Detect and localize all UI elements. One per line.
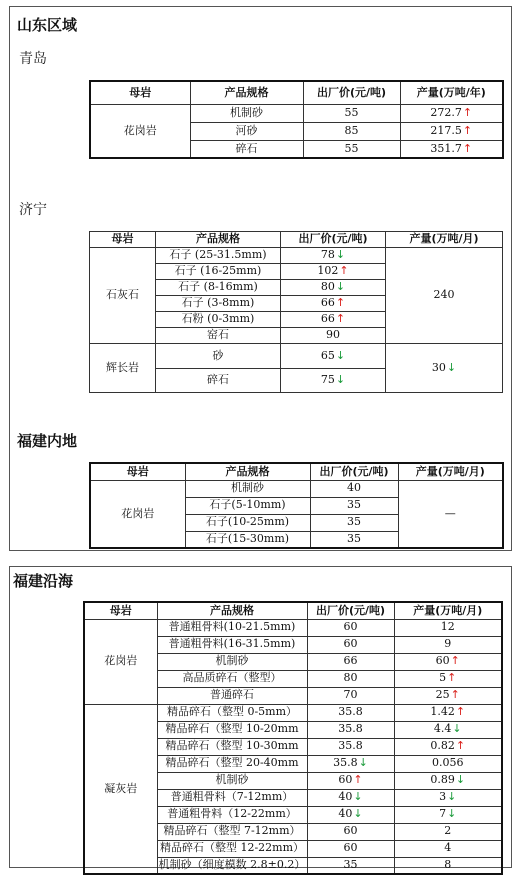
output-cell — [386, 248, 503, 344]
spec-cell: 河砂 — [190, 122, 303, 140]
value-cell — [307, 823, 394, 840]
value-cell — [394, 670, 502, 687]
spec-cell: 石子(15-30mm) — [185, 531, 310, 548]
value-cell — [394, 721, 502, 738]
rock-cell: 花岗岩 — [90, 104, 190, 158]
value-text: 66 — [320, 312, 335, 326]
arrow-up-icon: ↑ — [339, 264, 349, 278]
value-cell — [394, 840, 502, 857]
value-cell — [307, 653, 394, 670]
header-output: 产量(万吨/年) — [400, 81, 503, 104]
spec-cell: 石粉 (0-3mm) — [156, 312, 281, 328]
value-text: 0.89 — [430, 773, 455, 787]
arrow-down-icon: ↓ — [455, 773, 466, 787]
value-cell — [394, 704, 502, 721]
arrow-up-icon: ↑ — [455, 705, 466, 719]
arrow-down-icon: ↓ — [353, 807, 363, 821]
header-price: 出厂价(元/吨) — [303, 81, 400, 104]
spec-cell: 精品碎石（整型 20-40mm — [157, 755, 307, 772]
arrow-down-icon: ↓ — [358, 756, 368, 770]
value-text: 90 — [326, 328, 340, 342]
header-rock: 母岩 — [90, 232, 156, 248]
value-cell — [394, 636, 502, 653]
value-text: 217.5 — [430, 123, 462, 137]
value-cell — [394, 687, 502, 704]
city-title-jining: 济宁 — [19, 202, 47, 218]
value-text: 102 — [317, 264, 339, 278]
arrow-down-icon: ↓ — [335, 373, 346, 387]
arrow-down-icon: ↓ — [447, 807, 457, 821]
value-cell — [307, 755, 394, 772]
header-output: 产量(万吨/月) — [398, 463, 503, 480]
value-text: 7 — [439, 807, 447, 821]
spec-cell: 窑石 — [156, 328, 281, 344]
value-cell — [307, 857, 394, 874]
spec-cell: 精品碎石（整型 10-30mm — [157, 738, 307, 755]
table-row — [84, 619, 502, 636]
panel-fujian-coast — [9, 566, 512, 872]
spec-cell: 石子 (8-16mm) — [156, 280, 281, 296]
table-row — [90, 104, 503, 122]
value-text: 78 — [320, 248, 335, 262]
header-spec: 产品规格 — [156, 232, 281, 248]
value-cell — [281, 328, 386, 344]
arrow-down-icon: ↓ — [335, 280, 346, 294]
spec-cell: 机制砂 — [190, 104, 303, 122]
value-text: 8 — [444, 858, 452, 872]
value-cell — [281, 344, 386, 369]
arrow-up-icon: ↑ — [353, 773, 363, 787]
value-text: 4.4 — [433, 722, 452, 736]
header-spec: 产品规格 — [190, 81, 303, 104]
price-cell: 35 — [310, 497, 398, 514]
table-fujian-coast — [83, 601, 503, 875]
arrow-up-icon: ↑ — [462, 141, 473, 155]
spec-cell: 普通粗骨料（12-22mm） — [157, 806, 307, 823]
table-header-row — [90, 232, 503, 248]
value-cell — [307, 619, 394, 636]
value-text: 65 — [320, 348, 335, 362]
spec-cell: 精品碎石（整型 0-5mm） — [157, 704, 307, 721]
arrow-down-icon: ↓ — [452, 722, 462, 736]
output-cell: — — [398, 480, 503, 548]
header-rock: 母岩 — [90, 81, 190, 104]
region-title-shandong: 山东区域 — [17, 16, 78, 34]
value-text: 66 — [343, 654, 358, 668]
value-text: 60 — [343, 841, 358, 855]
value-text: 5 — [439, 671, 447, 685]
rock-cell: 花岗岩 — [84, 619, 157, 704]
arrow-down-icon: ↓ — [446, 360, 457, 374]
value-cell — [281, 264, 386, 280]
arrow-down-icon: ↓ — [447, 790, 457, 804]
spec-cell: 机制砂（细度模数 2.8±0.2） — [157, 857, 307, 874]
header-price: 出厂价(元/吨) — [307, 602, 394, 619]
value-text: 272.7 — [430, 105, 462, 119]
value-cell — [394, 653, 502, 670]
spec-cell: 石子 (25-31.5mm) — [156, 248, 281, 264]
price-cell: 55 — [303, 104, 400, 122]
arrow-up-icon: ↑ — [462, 105, 473, 119]
spec-cell: 石子(10-25mm) — [185, 514, 310, 531]
value-cell — [307, 840, 394, 857]
table-header-row — [90, 81, 503, 104]
region-title-fujian-coast: 福建沿海 — [13, 572, 74, 590]
value-text: 60 — [343, 824, 358, 838]
rock-cell: 石灰石 — [90, 248, 156, 344]
value-text: 30 — [431, 360, 446, 374]
spec-cell: 碎石 — [156, 369, 281, 393]
spec-cell: 普通粗骨料(10-21.5mm) — [157, 619, 307, 636]
value-cell — [307, 670, 394, 687]
value-text: 35.8 — [338, 739, 363, 753]
value-text: 0.056 — [432, 756, 464, 770]
value-cell — [394, 738, 502, 755]
value-text: 35.8 — [333, 756, 358, 770]
spec-cell: 普通粗骨料(16-31.5mm) — [157, 636, 307, 653]
value-cell — [394, 823, 502, 840]
value-text: 12 — [440, 620, 455, 634]
spec-cell: 机制砂 — [185, 480, 310, 497]
value-cell — [307, 721, 394, 738]
price-cell: 35 — [310, 514, 398, 531]
table-jining — [89, 231, 503, 393]
arrow-down-icon: ↓ — [335, 348, 346, 362]
value-text: 35.8 — [338, 722, 363, 736]
value-text: 35 — [343, 858, 358, 872]
value-cell — [400, 140, 503, 158]
value-cell — [400, 122, 503, 140]
city-title-qingdao: 青岛 — [19, 51, 47, 67]
arrow-down-icon: ↓ — [335, 248, 346, 262]
value-text: 35.8 — [338, 705, 363, 719]
spec-cell: 普通粗骨料（7-12mm） — [157, 789, 307, 806]
value-text: 1.42 — [430, 705, 455, 719]
spec-cell: 精品碎石（整型 7-12mm） — [157, 823, 307, 840]
value-text: 75 — [320, 373, 335, 387]
value-cell — [307, 636, 394, 653]
arrow-up-icon: ↑ — [447, 671, 457, 685]
header-output: 产量(万吨/月) — [386, 232, 503, 248]
rock-cell: 花岗岩 — [90, 480, 185, 548]
output-cell — [386, 344, 503, 393]
price-cell: 35 — [310, 531, 398, 548]
value-cell — [307, 789, 394, 806]
value-text: 80 — [320, 280, 335, 294]
value-text: 60 — [343, 620, 358, 634]
value-text: 3 — [439, 790, 447, 804]
spec-cell: 石子 (3-8mm) — [156, 296, 281, 312]
value-text: 4 — [444, 841, 452, 855]
arrow-up-icon: ↑ — [335, 312, 346, 326]
value-text: 0.82 — [430, 739, 455, 753]
value-text: 66 — [320, 296, 335, 310]
table-header-row — [84, 602, 502, 619]
arrow-up-icon: ↑ — [450, 688, 460, 702]
value-cell — [394, 806, 502, 823]
value-cell — [400, 104, 503, 122]
value-text: 240 — [433, 288, 455, 302]
value-cell — [394, 755, 502, 772]
value-cell — [307, 704, 394, 721]
header-price: 出厂价(元/吨) — [310, 463, 398, 480]
value-cell — [281, 369, 386, 393]
value-text: 80 — [343, 671, 358, 685]
spec-cell: 机制砂 — [157, 653, 307, 670]
value-text: 70 — [343, 688, 358, 702]
spec-cell: 高品质碎石（整型） — [157, 670, 307, 687]
header-spec: 产品规格 — [157, 602, 307, 619]
value-cell — [281, 248, 386, 264]
value-text: 9 — [444, 637, 452, 651]
value-cell — [281, 296, 386, 312]
spec-cell: 石子 (16-25mm) — [156, 264, 281, 280]
table-row — [90, 248, 503, 264]
header-spec: 产品规格 — [185, 463, 310, 480]
table-row — [90, 480, 503, 497]
arrow-up-icon: ↑ — [462, 123, 473, 137]
spec-cell: 砂 — [156, 344, 281, 369]
spec-cell: 精品碎石（整型 10-20mm — [157, 721, 307, 738]
arrow-up-icon: ↑ — [455, 739, 466, 753]
arrow-down-icon: ↓ — [353, 790, 363, 804]
rock-cell: 辉长岩 — [90, 344, 156, 393]
spec-cell: 机制砂 — [157, 772, 307, 789]
value-text: 351.7 — [430, 141, 462, 155]
header-output: 产量(万吨/月) — [394, 602, 502, 619]
spec-cell: 碎石 — [190, 140, 303, 158]
panel-shandong-fujian-inland — [9, 6, 512, 551]
table-row — [84, 704, 502, 721]
value-cell — [307, 738, 394, 755]
value-text: 60 — [343, 637, 358, 651]
value-cell — [394, 772, 502, 789]
arrow-up-icon: ↑ — [335, 296, 346, 310]
value-text: 40 — [338, 807, 353, 821]
region-title-fujian-inland: 福建内地 — [17, 432, 78, 450]
value-cell — [281, 280, 386, 296]
value-text: 25 — [435, 688, 450, 702]
spec-cell: 石子(5-10mm) — [185, 497, 310, 514]
spec-cell: 普通碎石 — [157, 687, 307, 704]
value-cell — [394, 619, 502, 636]
table-qingdao — [89, 80, 504, 159]
spec-cell: 精品碎石（整型 12-22mm） — [157, 840, 307, 857]
value-cell — [307, 687, 394, 704]
arrow-up-icon: ↑ — [450, 654, 460, 668]
value-text: 2 — [444, 824, 452, 838]
header-price: 出厂价(元/吨) — [281, 232, 386, 248]
value-cell — [281, 312, 386, 328]
price-cell: 85 — [303, 122, 400, 140]
value-cell — [394, 857, 502, 874]
table-header-row — [90, 463, 503, 480]
header-rock: 母岩 — [84, 602, 157, 619]
value-cell — [307, 772, 394, 789]
value-text: 60 — [435, 654, 450, 668]
header-rock: 母岩 — [90, 463, 185, 480]
value-cell — [394, 789, 502, 806]
table-fujian-inland — [89, 462, 504, 549]
value-text: 40 — [338, 790, 353, 804]
price-cell: 55 — [303, 140, 400, 158]
rock-cell: 凝灰岩 — [84, 704, 157, 874]
table-row — [90, 344, 503, 369]
value-cell — [307, 806, 394, 823]
price-cell: 40 — [310, 480, 398, 497]
value-text: 60 — [338, 773, 353, 787]
